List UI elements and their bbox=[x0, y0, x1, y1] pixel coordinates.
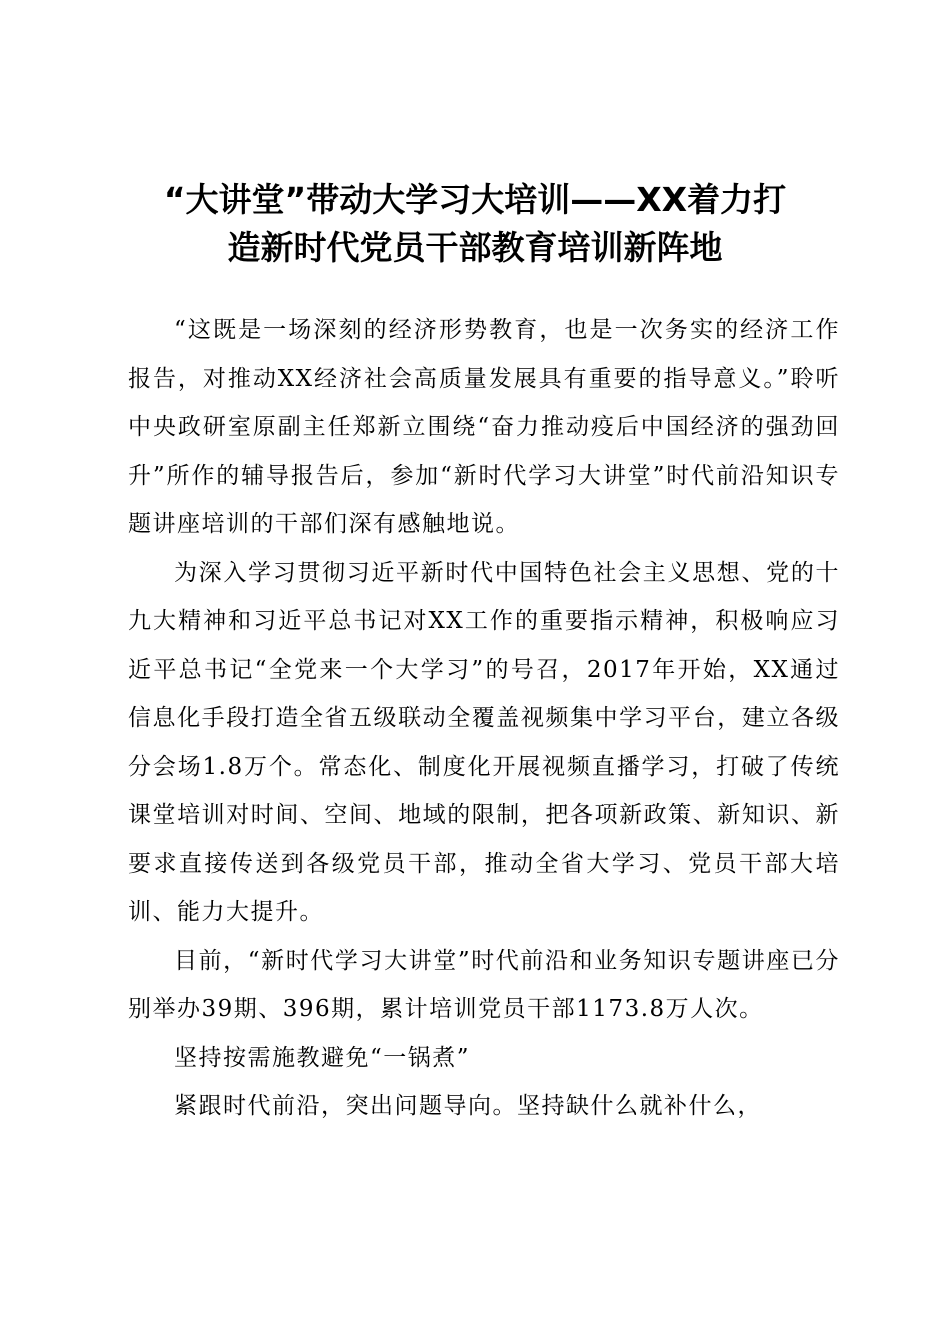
section-heading: 坚持按需施教避免“一锅煮” bbox=[174, 1044, 471, 1071]
paragraph-quote: “这既是一场深刻的经济形势教育，也是一次务实的经济工作报告，对推动XX经济社会高质量发展具有重要的指导意义。”聆听中央政研室原副主任郑新立围绕“奋力推动疫后中国经济的强劲回升”所作的辅导报告后，参加“新时代学习大讲堂”时代前沿知识专题讲座培训的干部们深有感触地说。 bbox=[128, 317, 840, 537]
paragraph-statistics: 目前，“新时代学习大讲堂”时代前沿和业务知识专题讲座已分别举办39期、396期，累计培训党员干部1173.8万人次。 bbox=[128, 947, 840, 1022]
paragraph-section-start: 紧跟时代前沿，突出问题导向。坚持缺什么就补什么， bbox=[174, 1093, 762, 1119]
paragraph-background: 为深入学习贯彻习近平新时代中国特色社会主义思想、党的十九大精神和习近平总书记对XX工作的重要指示精神，积极响应习近平总书记“全党来一个大学习”的号召，2017年开始，XX通过信息化手段打造全省五级联动全覆盖视频集中学习平台，建立各级分会场1.8万个。常态化、制度化开展视频直播学习，打破了传统课堂培训对时间、空间、地域的限制，把各项新政策、新知识、新要求直接传送到各级党员干部，推动全省大学习、党员干部大培训、能力大提升。 bbox=[128, 559, 840, 925]
title-line-2: 造新时代党员干部教育培训新阵地 bbox=[227, 228, 723, 267]
document-title bbox=[120, 176, 830, 272]
document-body bbox=[128, 306, 840, 1131]
title-line-1: “大讲堂”带动大学习大培训——XX着力打 bbox=[163, 180, 787, 219]
